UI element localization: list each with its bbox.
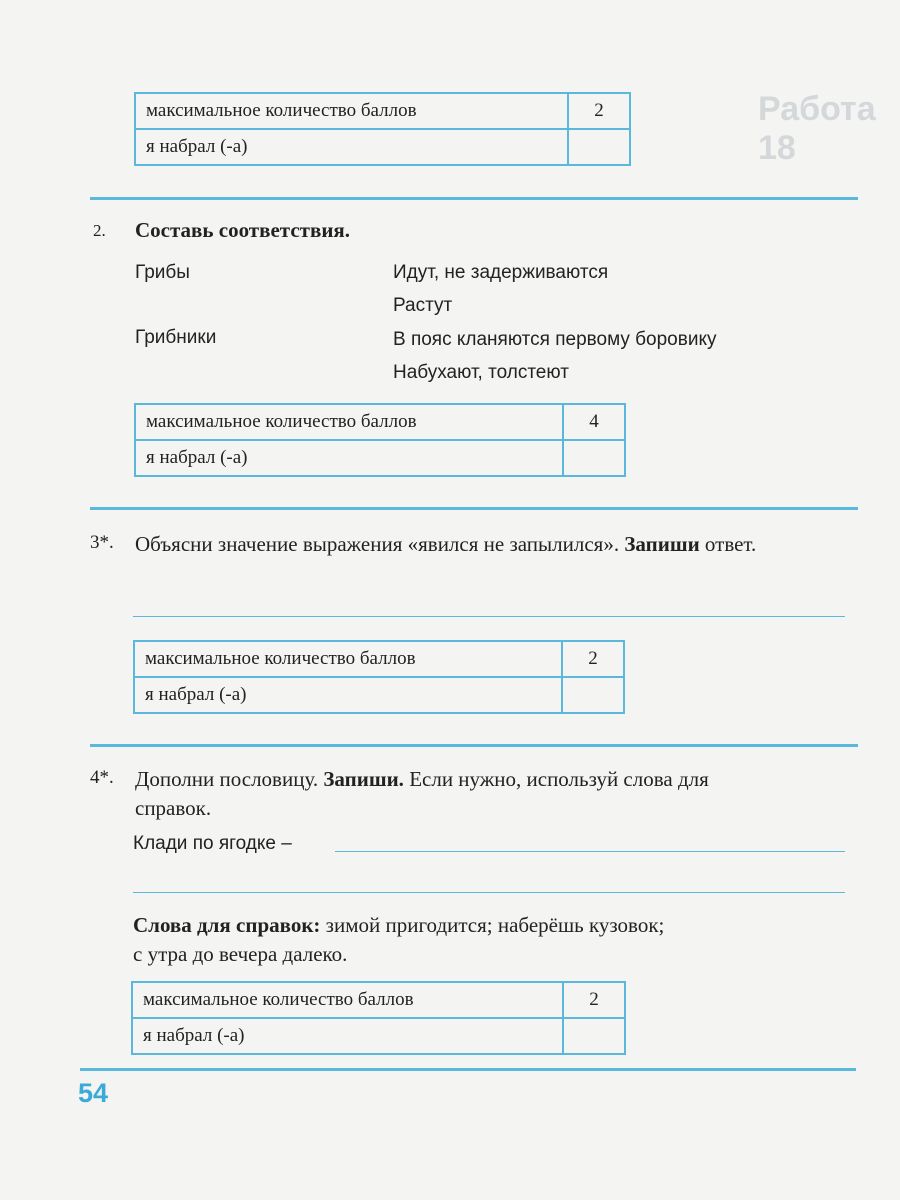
max-points-value: 2: [562, 641, 624, 677]
match-right-item: Идут, не задерживаются: [393, 262, 609, 283]
reverse-page-title: Работа 18: [758, 90, 876, 167]
scored-row: [132, 1018, 625, 1054]
max-points-label: максимальное количество баллов: [132, 982, 563, 1018]
task3-text: [135, 530, 855, 559]
proverb-start: Клади по ягодке –: [133, 833, 292, 854]
hints-text-2: с утра до вечера далеко.: [133, 942, 348, 966]
scored-row: [135, 129, 630, 165]
section-divider: [90, 197, 858, 200]
task4-instruction: Запиши.: [323, 767, 404, 791]
answer-line[interactable]: [133, 892, 845, 893]
task3-instruction: Запиши: [624, 532, 700, 556]
max-points-value: 4: [563, 404, 625, 440]
section-divider: [90, 507, 858, 510]
score-table-task2: [134, 403, 626, 477]
hints-label: Слова для справок:: [133, 913, 321, 937]
scored-input[interactable]: [568, 129, 630, 165]
max-points-label: максимальное количество баллов: [134, 641, 562, 677]
match-right-item: В пояс кланяются первому боровику: [393, 329, 717, 350]
scored-input[interactable]: [563, 1018, 625, 1054]
task2-title: Составь соответствия.: [135, 218, 351, 242]
task4-text-end: Если нужно, используй слова для: [409, 767, 709, 791]
score-table-task1: [134, 92, 631, 166]
scored-label: я набрал (-а): [132, 1018, 563, 1054]
task3-text-end: ответ.: [704, 532, 757, 556]
task4-text-end-2: справок.: [135, 796, 212, 820]
answer-line[interactable]: [335, 851, 845, 852]
hints-text: зимой пригодится; наберёшь кузовок;: [325, 913, 665, 937]
scored-row: [135, 440, 625, 476]
hints: [133, 911, 853, 969]
scored-label: я набрал (-а): [135, 440, 563, 476]
scored-input[interactable]: [562, 677, 624, 713]
task3-number: 3*.: [90, 532, 114, 553]
match-left-item: Грибники: [135, 327, 217, 348]
section-divider: [90, 744, 858, 747]
score-table-task4: [131, 981, 626, 1055]
section-divider: [80, 1068, 856, 1071]
scored-input[interactable]: [563, 440, 625, 476]
max-points-row: [135, 404, 625, 440]
scored-label: я набрал (-а): [135, 129, 568, 165]
max-points-label: максимальное количество баллов: [135, 93, 568, 129]
answer-line[interactable]: [133, 616, 845, 617]
task2-number: 2.: [93, 221, 106, 240]
match-right-item: Набухают, толстеют: [393, 362, 569, 383]
max-points-row: [132, 982, 625, 1018]
scored-label: я набрал (-а): [134, 677, 562, 713]
max-points-value: 2: [568, 93, 630, 129]
page-number: 54: [78, 1078, 109, 1108]
match-left-item: Грибы: [135, 262, 190, 283]
task4-text: [135, 765, 855, 823]
scored-row: [134, 677, 624, 713]
task3-question: Объясни значение выражения «явился не запылился».: [135, 532, 620, 556]
task4-number: 4*.: [90, 767, 114, 788]
match-right-item: Растут: [393, 295, 453, 316]
max-points-row: [134, 641, 624, 677]
max-points-row: [135, 93, 630, 129]
max-points-value: 2: [563, 982, 625, 1018]
max-points-label: максимальное количество баллов: [135, 404, 563, 440]
task4-question: Дополни пословицу.: [135, 767, 319, 791]
score-table-task3: [133, 640, 625, 714]
